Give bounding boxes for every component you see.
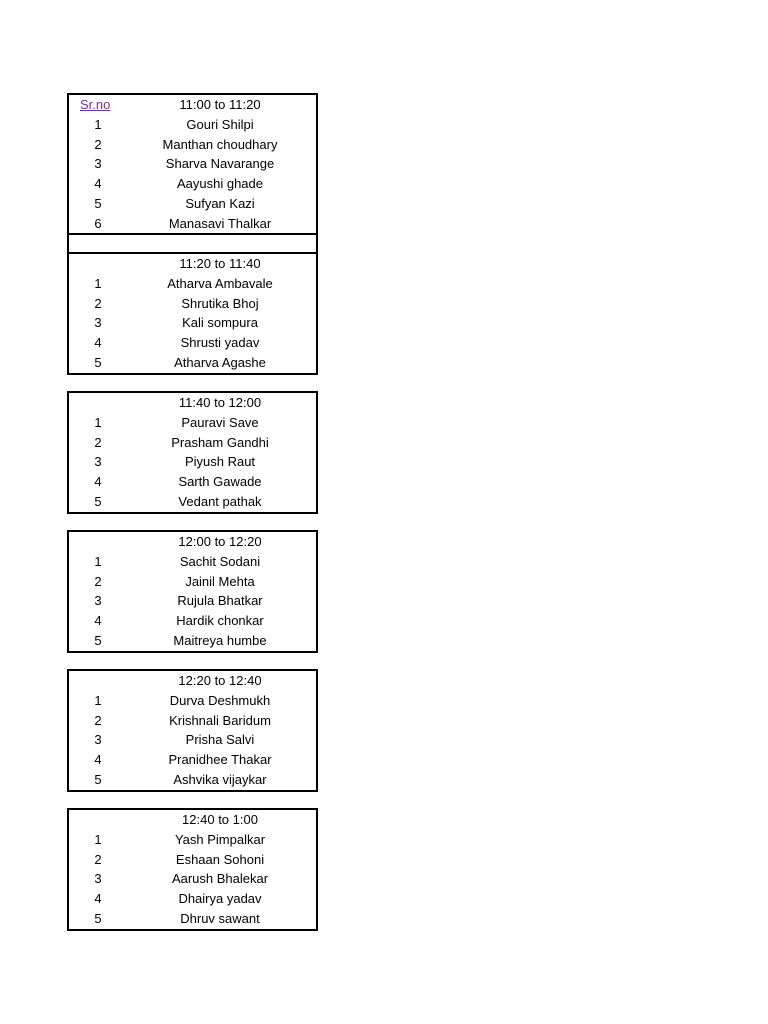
student-name: Sachit Sodani (179, 553, 261, 569)
serial-number: 3 (94, 732, 102, 748)
student-name: Krishnali Baridum (169, 712, 271, 728)
student-name: Aayushi ghade (176, 176, 263, 192)
serial-number: 3 (94, 315, 102, 331)
table-row (69, 850, 316, 870)
slot-block-6 (67, 808, 318, 931)
table-row (69, 750, 316, 770)
table-row (69, 452, 316, 472)
table-row (69, 552, 316, 572)
student-name: Pauravi Save (181, 414, 259, 430)
serial-number: 1 (94, 831, 102, 847)
table-row (69, 591, 316, 611)
serial-number: 3 (94, 871, 102, 887)
serial-number: 1 (94, 553, 102, 569)
table-row (69, 433, 316, 453)
student-name: Sharva Navarange (165, 156, 275, 172)
table-row (69, 830, 316, 850)
slot-time: 12:40 to 1:00 (182, 812, 258, 827)
serial-number: 5 (94, 910, 102, 926)
serial-number: 4 (94, 335, 102, 351)
serial-number: 1 (94, 275, 102, 291)
serial-number: 4 (94, 613, 102, 629)
student-name: Rujula Bhatkar (177, 593, 263, 609)
table-row (69, 274, 316, 294)
serial-number: 3 (94, 593, 102, 609)
table-row (69, 194, 316, 214)
student-name: Shrutika Bhoj (181, 295, 259, 311)
serial-number: 1 (94, 116, 102, 132)
student-name: Yash Pimpalkar (174, 831, 266, 847)
serial-number: 1 (94, 692, 102, 708)
slot-block-5 (67, 669, 318, 792)
student-name: Shrusti yadav (180, 335, 260, 351)
serial-number: 5 (94, 195, 102, 211)
slot-header-row (69, 254, 316, 274)
student-name: Manasavi Thalkar (168, 215, 272, 231)
slot-time: 12:00 to 12:20 (178, 534, 262, 549)
table-row (69, 214, 316, 234)
student-name: Gouri Shilpi (186, 116, 254, 132)
table-row (69, 294, 316, 314)
serial-number: 5 (94, 632, 102, 648)
student-name: Aarush Bhalekar (171, 871, 269, 887)
student-name: Kali sompura (182, 315, 258, 331)
student-name: Prasham Gandhi (171, 434, 269, 450)
serial-number: 4 (94, 176, 102, 192)
table-row (69, 472, 316, 492)
table-row (69, 115, 316, 135)
student-name: Sufyan Kazi (185, 195, 255, 211)
student-name: Durva Deshmukh (169, 692, 271, 708)
slot-block-4 (67, 530, 318, 653)
table-row (69, 869, 316, 889)
slot-time: 11:00 to 11:20 (179, 97, 261, 112)
slot-header-row (69, 810, 316, 830)
serial-number: 6 (94, 215, 102, 231)
serial-number: 5 (94, 354, 102, 370)
slot-block-2 (67, 252, 318, 375)
student-name: Dhruv sawant (180, 910, 260, 926)
table-row (69, 631, 316, 651)
table-row (69, 730, 316, 750)
serial-number: 2 (94, 295, 102, 311)
student-name: Piyush Raut (184, 454, 256, 470)
serial-number: 4 (94, 474, 102, 490)
student-name: Atharva Ambavale (167, 275, 273, 291)
slot-header-row (69, 95, 316, 115)
empty-separator-row (67, 233, 318, 253)
student-name: Jainil Mehta (185, 573, 255, 589)
student-name: Dhairya yadav (178, 891, 262, 907)
table-row (69, 413, 316, 433)
sr-no-link[interactable]: Sr.no (80, 97, 111, 112)
student-name: Pranidhee Thakar (168, 752, 272, 768)
table-row (69, 154, 316, 174)
table-row (69, 909, 316, 929)
student-name: Vedant pathak (178, 493, 262, 509)
slot-block-3 (67, 391, 318, 514)
table-row (69, 889, 316, 909)
student-name: Ashvika vijaykar (173, 771, 267, 787)
table-row (69, 333, 316, 353)
serial-number: 2 (94, 712, 102, 728)
table-row (69, 691, 316, 711)
student-name: Sarth Gawade (178, 474, 262, 490)
serial-number: 4 (94, 891, 102, 907)
serial-number: 3 (94, 454, 102, 470)
student-name: Hardik chonkar (176, 613, 264, 629)
student-name: Eshaan Sohoni (175, 851, 265, 867)
slot-time: 11:40 to 12:00 (178, 395, 262, 410)
slot-header-row (69, 671, 316, 691)
student-name: Prisha Salvi (185, 732, 255, 748)
serial-number: 5 (94, 493, 102, 509)
serial-number: 2 (94, 136, 102, 152)
slot-header-row (69, 393, 316, 413)
student-name: Maitreya humbe (173, 632, 267, 648)
slot-block-1 (67, 93, 318, 235)
table-row (69, 770, 316, 790)
slot-header-row (69, 532, 316, 552)
student-name: Atharva Agashe (174, 354, 266, 370)
serial-number: 2 (94, 434, 102, 450)
slot-time: 12:20 to 12:40 (178, 673, 262, 688)
serial-number: 1 (94, 414, 102, 430)
serial-number: 3 (94, 156, 102, 172)
table-row (69, 492, 316, 512)
serial-number: 4 (94, 752, 102, 768)
table-row (69, 353, 316, 373)
table-row (69, 135, 316, 155)
table-row (69, 711, 316, 731)
student-name: Manthan choudhary (162, 136, 278, 152)
serial-number: 2 (94, 851, 102, 867)
slot-time: 11:20 to 11:40 (179, 256, 261, 271)
table-row (69, 313, 316, 333)
table-row (69, 174, 316, 194)
serial-number: 5 (94, 771, 102, 787)
table-row (69, 611, 316, 631)
table-row (69, 572, 316, 592)
serial-number: 2 (94, 573, 102, 589)
